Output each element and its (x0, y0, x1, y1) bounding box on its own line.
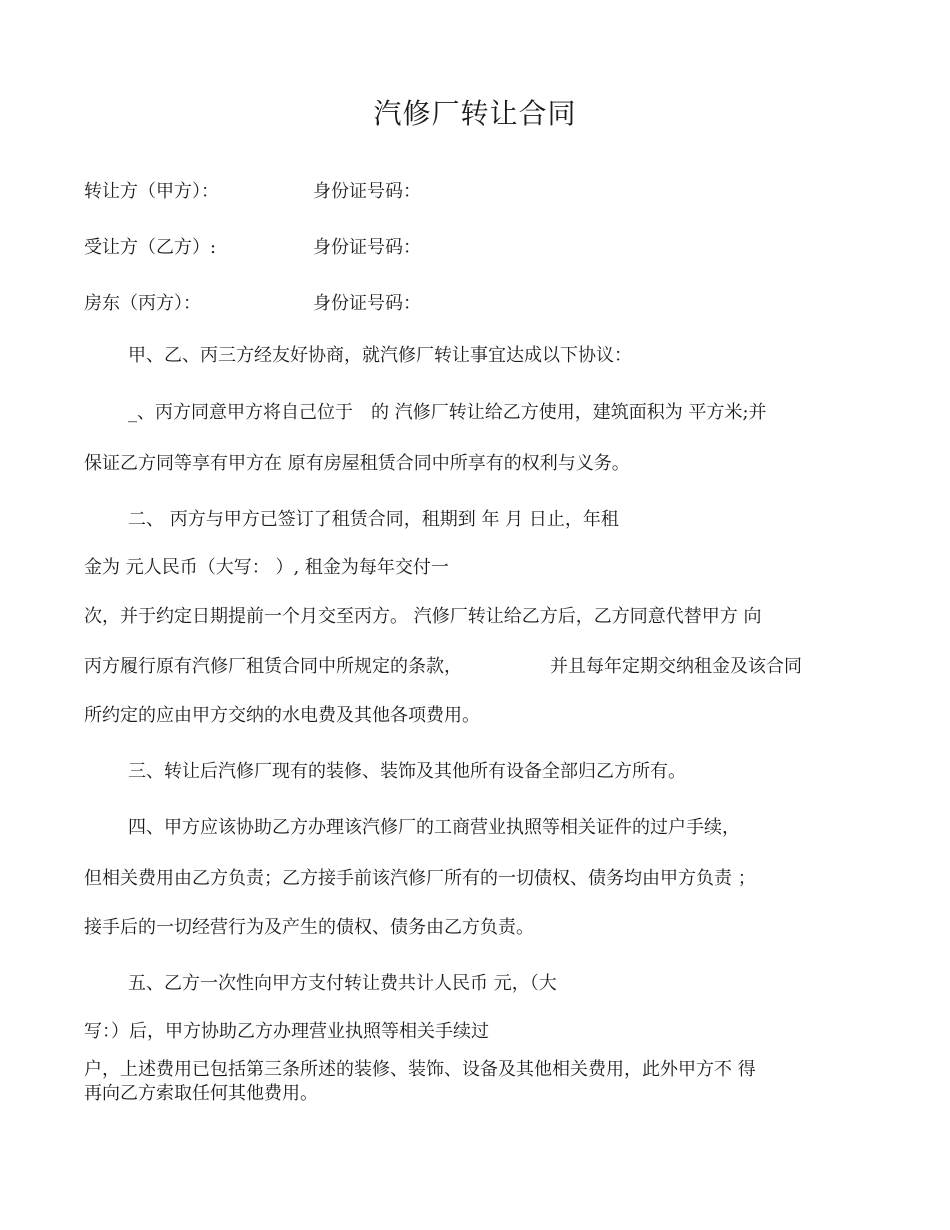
document-title: 汽修厂转让合同 (373, 97, 577, 130)
party-c-id-label: 身份证号码： (313, 293, 421, 314)
clause-2-line-3: 次，并于约定日期提前一个月交至丙方。 汽修厂转让给乙方后，乙方同意代替甲方 向 (84, 606, 762, 627)
clause-5-line-3: 户，上述费用已包括第三条所述的装修、装饰、设备及其他相关费用，此外甲方不 得 (84, 1059, 756, 1080)
clause-2-line-5: 所约定的应由甲方交纳的水电费及其他各项费用。 (84, 705, 480, 726)
clause-3-line-1: 三、转让后汽修厂现有的装修、装饰及其他所有设备全部归乙方所有。 (128, 761, 686, 782)
party-a-id-label: 身份证号码： (313, 181, 421, 202)
party-c-label: 房东（丙方）： (84, 293, 201, 314)
clause-2-line-4b: 并且每年定期交纳租金及该合同 (550, 656, 802, 677)
clause-5-line-2: 写：）后，甲方协助乙方办理营业执照等相关手续过 (84, 1021, 489, 1042)
clause-2-line-4a: 丙方履行原有汽修厂租赁合同中所规定的条款， (84, 656, 462, 677)
party-a-label: 转让方（甲方）： (84, 181, 219, 202)
intro-paragraph: 甲、乙、丙三方经友好协商，就汽修厂转让事宜达成以下协议： (128, 345, 632, 366)
clause-4-line-2: 但相关费用由乙方负责；乙方接手前该汽修厂所有的一切债权、债务均由甲方负责 ； (84, 868, 756, 889)
clause-4-line-3: 接手后的一切经营行为及产生的债权、债务由乙方负责。 (84, 917, 534, 938)
clause-2-line-2: 金为 元人民币（大写： ）, 租金为每年交付一 (84, 557, 449, 578)
clause-5-line-1: 五、乙方一次性向甲方支付转让费共计人民币 元，（大 (128, 973, 557, 994)
clause-4-line-1: 四、甲方应该协助乙方办理该汽修厂的工商营业执照等相关证件的过户手续， (128, 817, 740, 838)
clause-2-line-1: 二、 丙方与甲方已签订了租赁合同，租期到 年 月 日止，年租 (128, 509, 619, 530)
party-b-label: 受让方（乙方）: (84, 237, 217, 258)
clause-5-line-4: 再向乙方索取任何其他费用。 (84, 1083, 318, 1104)
clause-1-line-1: _、丙方同意甲方将自己位于 的 汽修厂转让给乙方使用，建筑面积为 平方米;并 (128, 402, 767, 423)
clause-1-line-2: 保证乙方同等享有甲方在 原有房屋租赁合同中所享有的权利与义务。 (84, 453, 630, 474)
party-b-id-label: 身份证号码： (313, 237, 421, 258)
